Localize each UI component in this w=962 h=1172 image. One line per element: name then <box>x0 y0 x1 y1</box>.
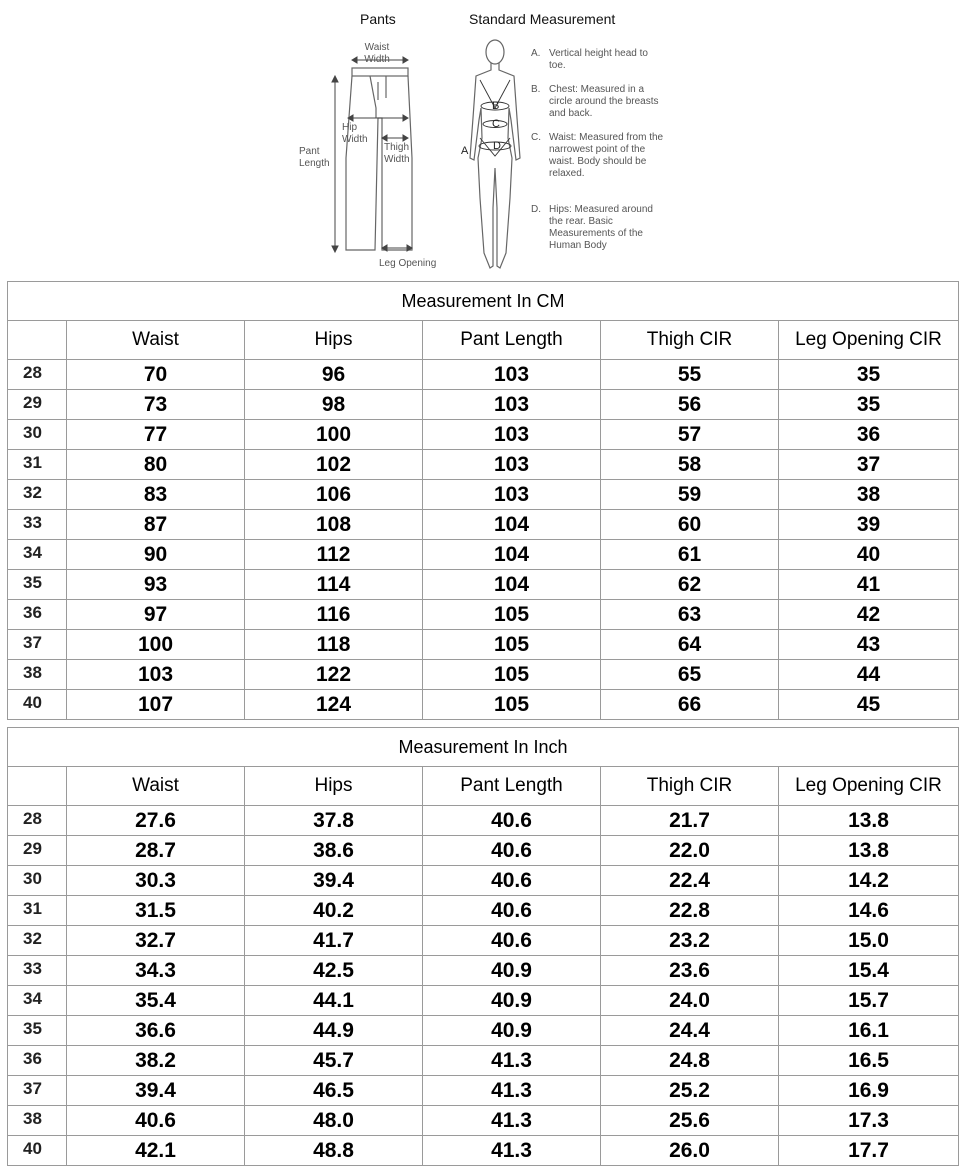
value-cell: 39.4 <box>67 1076 245 1106</box>
body-letter-a: A <box>461 145 469 157</box>
column-header: Thigh CIR <box>601 767 779 806</box>
table-row <box>8 570 959 600</box>
table-row <box>8 420 959 450</box>
pants-title: Pants <box>360 11 396 27</box>
column-header: Waist <box>67 321 245 360</box>
note-key: A. <box>531 48 541 59</box>
value-cell: 105 <box>423 600 601 630</box>
size-cell: 28 <box>8 360 67 390</box>
value-cell: 87 <box>67 510 245 540</box>
value-cell: 42 <box>779 600 959 630</box>
value-cell: 124 <box>245 690 423 720</box>
body-letter-d: D <box>493 140 501 152</box>
size-cell: 34 <box>8 986 67 1016</box>
value-cell: 40.2 <box>245 896 423 926</box>
leg-opening-label: Leg Opening <box>379 258 437 269</box>
value-cell: 55 <box>601 360 779 390</box>
size-cell: 38 <box>8 660 67 690</box>
note-c <box>531 132 667 180</box>
size-cell: 38 <box>8 1106 67 1136</box>
size-cell: 32 <box>8 926 67 956</box>
value-cell: 90 <box>67 540 245 570</box>
inch-size-table <box>7 727 959 1166</box>
table-row <box>8 390 959 420</box>
value-cell: 100 <box>67 630 245 660</box>
value-cell: 14.6 <box>779 896 959 926</box>
note-d <box>531 204 667 252</box>
value-cell: 106 <box>245 480 423 510</box>
value-cell: 15.0 <box>779 926 959 956</box>
size-cell: 30 <box>8 420 67 450</box>
value-cell: 62 <box>601 570 779 600</box>
value-cell: 43 <box>779 630 959 660</box>
value-cell: 40.6 <box>423 926 601 956</box>
table-row <box>8 896 959 926</box>
value-cell: 22.0 <box>601 836 779 866</box>
value-cell: 35.4 <box>67 986 245 1016</box>
size-cell: 29 <box>8 836 67 866</box>
size-cell: 31 <box>8 896 67 926</box>
column-header: Pant Length <box>423 321 601 360</box>
value-cell: 42.1 <box>67 1136 245 1166</box>
value-cell: 36 <box>779 420 959 450</box>
value-cell: 96 <box>245 360 423 390</box>
size-header-cell <box>8 321 67 360</box>
table-row <box>8 956 959 986</box>
thigh-width-label: Thigh Width <box>384 142 410 165</box>
value-cell: 41 <box>779 570 959 600</box>
value-cell: 15.4 <box>779 956 959 986</box>
cm-table-title: Measurement In CM <box>8 282 959 321</box>
value-cell: 103 <box>67 660 245 690</box>
column-header: Hips <box>245 321 423 360</box>
value-cell: 24.0 <box>601 986 779 1016</box>
size-cell: 35 <box>8 1016 67 1046</box>
value-cell: 38 <box>779 480 959 510</box>
hip-width-label: Hip Width <box>342 122 368 145</box>
value-cell: 22.8 <box>601 896 779 926</box>
size-cell: 33 <box>8 956 67 986</box>
value-cell: 105 <box>423 660 601 690</box>
value-cell: 70 <box>67 360 245 390</box>
value-cell: 40.6 <box>423 866 601 896</box>
value-cell: 17.7 <box>779 1136 959 1166</box>
value-cell: 35 <box>779 390 959 420</box>
value-cell: 28.7 <box>67 836 245 866</box>
table-row <box>8 806 959 836</box>
table-row <box>8 1106 959 1136</box>
table-row <box>8 866 959 896</box>
value-cell: 97 <box>67 600 245 630</box>
value-cell: 103 <box>423 420 601 450</box>
value-cell: 44.9 <box>245 1016 423 1046</box>
value-cell: 93 <box>67 570 245 600</box>
size-cell: 40 <box>8 690 67 720</box>
value-cell: 24.4 <box>601 1016 779 1046</box>
value-cell: 38.2 <box>67 1046 245 1076</box>
note-text: Waist: Measured from the narrowest point of the waist. Body should be relaxed. <box>549 132 664 179</box>
value-cell: 35 <box>779 360 959 390</box>
value-cell: 16.9 <box>779 1076 959 1106</box>
value-cell: 13.8 <box>779 806 959 836</box>
value-cell: 44.1 <box>245 986 423 1016</box>
value-cell: 40.9 <box>423 1016 601 1046</box>
note-text: Chest: Measured in a circle around the breasts and back. <box>549 84 659 119</box>
size-cell: 31 <box>8 450 67 480</box>
value-cell: 15.7 <box>779 986 959 1016</box>
value-cell: 103 <box>423 450 601 480</box>
value-cell: 104 <box>423 540 601 570</box>
size-cell: 35 <box>8 570 67 600</box>
note-b <box>531 84 667 120</box>
cm-size-table <box>7 281 959 720</box>
value-cell: 21.7 <box>601 806 779 836</box>
value-cell: 26.0 <box>601 1136 779 1166</box>
size-header-cell <box>8 767 67 806</box>
table-row <box>8 510 959 540</box>
value-cell: 61 <box>601 540 779 570</box>
value-cell: 38.6 <box>245 836 423 866</box>
size-cell: 40 <box>8 1136 67 1166</box>
value-cell: 41.3 <box>423 1046 601 1076</box>
table-row <box>8 836 959 866</box>
table-row <box>8 1076 959 1106</box>
value-cell: 83 <box>67 480 245 510</box>
value-cell: 40.6 <box>423 896 601 926</box>
value-cell: 40.9 <box>423 956 601 986</box>
value-cell: 23.6 <box>601 956 779 986</box>
value-cell: 40.6 <box>423 836 601 866</box>
value-cell: 104 <box>423 510 601 540</box>
column-header: Leg Opening CIR <box>779 767 959 806</box>
value-cell: 41.3 <box>423 1106 601 1136</box>
value-cell: 23.2 <box>601 926 779 956</box>
value-cell: 103 <box>423 360 601 390</box>
table-row <box>8 660 959 690</box>
size-cell: 33 <box>8 510 67 540</box>
value-cell: 60 <box>601 510 779 540</box>
value-cell: 105 <box>423 630 601 660</box>
value-cell: 65 <box>601 660 779 690</box>
size-cell: 37 <box>8 1076 67 1106</box>
value-cell: 40.6 <box>423 806 601 836</box>
standard-measurement-title: Standard Measurement <box>469 11 616 27</box>
value-cell: 77 <box>67 420 245 450</box>
value-cell: 42.5 <box>245 956 423 986</box>
size-cell: 36 <box>8 600 67 630</box>
column-header: Leg Opening CIR <box>779 321 959 360</box>
value-cell: 48.8 <box>245 1136 423 1166</box>
note-key: C. <box>531 132 541 143</box>
size-cell: 36 <box>8 1046 67 1076</box>
inch-table-title: Measurement In Inch <box>8 728 959 767</box>
body-figure-illustration <box>460 38 530 273</box>
note-text: Hips: Measured around the rear. Basic Measurements of the Human Body <box>549 204 653 251</box>
body-letter-c: C <box>492 118 500 130</box>
table-row <box>8 1046 959 1076</box>
note-key: B. <box>531 84 541 95</box>
value-cell: 80 <box>67 450 245 480</box>
value-cell: 39 <box>779 510 959 540</box>
table-row <box>8 986 959 1016</box>
value-cell: 37 <box>779 450 959 480</box>
table-row <box>8 690 959 720</box>
value-cell: 103 <box>423 390 601 420</box>
size-cell: 29 <box>8 390 67 420</box>
note-key: D. <box>531 204 541 215</box>
value-cell: 40.9 <box>423 986 601 1016</box>
pant-length-label: Pant Length <box>299 146 330 169</box>
table-row <box>8 480 959 510</box>
value-cell: 25.2 <box>601 1076 779 1106</box>
value-cell: 30.3 <box>67 866 245 896</box>
size-cell: 32 <box>8 480 67 510</box>
value-cell: 112 <box>245 540 423 570</box>
value-cell: 45 <box>779 690 959 720</box>
value-cell: 48.0 <box>245 1106 423 1136</box>
table-row <box>8 600 959 630</box>
value-cell: 17.3 <box>779 1106 959 1136</box>
column-header: Waist <box>67 767 245 806</box>
value-cell: 59 <box>601 480 779 510</box>
table-row <box>8 540 959 570</box>
note-a <box>531 48 667 72</box>
value-cell: 41.3 <box>423 1076 601 1106</box>
value-cell: 116 <box>245 600 423 630</box>
value-cell: 102 <box>245 450 423 480</box>
value-cell: 36.6 <box>67 1016 245 1046</box>
size-cell: 34 <box>8 540 67 570</box>
column-header: Thigh CIR <box>601 321 779 360</box>
size-cell: 28 <box>8 806 67 836</box>
value-cell: 103 <box>423 480 601 510</box>
value-cell: 58 <box>601 450 779 480</box>
column-header: Hips <box>245 767 423 806</box>
value-cell: 22.4 <box>601 866 779 896</box>
value-cell: 41.3 <box>423 1136 601 1166</box>
table-row <box>8 926 959 956</box>
value-cell: 100 <box>245 420 423 450</box>
measurement-diagram <box>0 0 962 280</box>
value-cell: 66 <box>601 690 779 720</box>
value-cell: 40.6 <box>67 1106 245 1136</box>
value-cell: 108 <box>245 510 423 540</box>
waist-width-label: Waist Width <box>364 42 390 65</box>
value-cell: 41.7 <box>245 926 423 956</box>
value-cell: 37.8 <box>245 806 423 836</box>
table-row <box>8 1016 959 1046</box>
value-cell: 104 <box>423 570 601 600</box>
value-cell: 40 <box>779 540 959 570</box>
value-cell: 98 <box>245 390 423 420</box>
value-cell: 16.5 <box>779 1046 959 1076</box>
size-cell: 30 <box>8 866 67 896</box>
value-cell: 57 <box>601 420 779 450</box>
value-cell: 64 <box>601 630 779 660</box>
value-cell: 14.2 <box>779 866 959 896</box>
value-cell: 27.6 <box>67 806 245 836</box>
column-header: Pant Length <box>423 767 601 806</box>
body-letter-b: B <box>492 100 500 112</box>
value-cell: 24.8 <box>601 1046 779 1076</box>
value-cell: 34.3 <box>67 956 245 986</box>
value-cell: 46.5 <box>245 1076 423 1106</box>
table-row <box>8 450 959 480</box>
value-cell: 63 <box>601 600 779 630</box>
value-cell: 16.1 <box>779 1016 959 1046</box>
value-cell: 39.4 <box>245 866 423 896</box>
value-cell: 73 <box>67 390 245 420</box>
value-cell: 32.7 <box>67 926 245 956</box>
value-cell: 118 <box>245 630 423 660</box>
value-cell: 114 <box>245 570 423 600</box>
value-cell: 25.6 <box>601 1106 779 1136</box>
table-row <box>8 630 959 660</box>
value-cell: 107 <box>67 690 245 720</box>
value-cell: 105 <box>423 690 601 720</box>
value-cell: 122 <box>245 660 423 690</box>
note-text: Vertical height head to toe. <box>549 48 648 71</box>
size-cell: 37 <box>8 630 67 660</box>
value-cell: 56 <box>601 390 779 420</box>
value-cell: 13.8 <box>779 836 959 866</box>
value-cell: 45.7 <box>245 1046 423 1076</box>
value-cell: 44 <box>779 660 959 690</box>
value-cell: 31.5 <box>67 896 245 926</box>
table-row <box>8 1136 959 1166</box>
table-row <box>8 360 959 390</box>
